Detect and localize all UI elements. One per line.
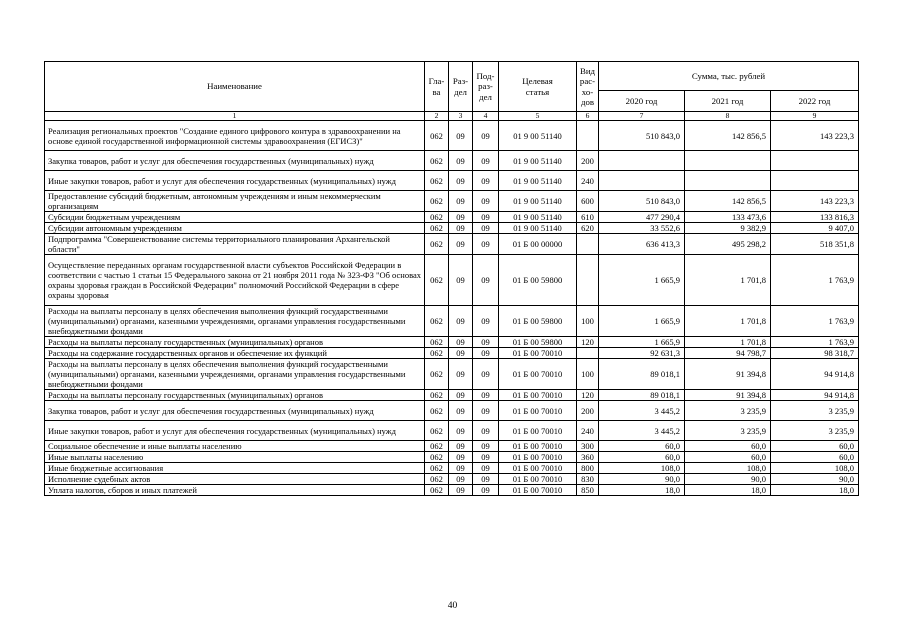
row-name: Иные закупки товаров, работ и услуг для обеспечения государственных (муниципальных) нужд	[45, 171, 425, 191]
page-number: 40	[447, 601, 458, 611]
row-razdel: 09	[449, 463, 473, 474]
row-razdel: 09	[449, 390, 473, 401]
row-target: 01 9 00 51140	[499, 223, 577, 234]
row-vid: 240	[577, 421, 599, 441]
budget-table-page	[44, 61, 858, 496]
row-target: 01 Б 00 70010	[499, 485, 577, 496]
row-target: 01 Б 00 70010	[499, 401, 577, 421]
row-razdel: 09	[449, 485, 473, 496]
row-value-2022: 143 223,3	[771, 191, 859, 212]
table-row	[45, 390, 859, 401]
row-podrazdel: 09	[473, 421, 499, 441]
header-razdel: Раз- дел	[449, 62, 473, 112]
row-podrazdel: 09	[473, 452, 499, 463]
row-target: 01 Б 00 59800	[499, 306, 577, 337]
row-value-2020: 92 631,3	[599, 348, 685, 359]
row-value-2020: 60,0	[599, 441, 685, 452]
row-value-2020	[599, 171, 685, 191]
table-row	[45, 171, 859, 191]
row-podrazdel: 09	[473, 191, 499, 212]
column-number: 7	[599, 112, 685, 121]
row-target: 01 Б 00 70010	[499, 474, 577, 485]
header-year-2021: 2021 год	[685, 91, 771, 112]
row-glava: 062	[425, 191, 449, 212]
row-value-2020: 89 018,1	[599, 359, 685, 390]
table-row	[45, 255, 859, 306]
row-glava: 062	[425, 421, 449, 441]
row-vid: 360	[577, 452, 599, 463]
header-vid: Вид рас- хо- дов	[577, 62, 599, 112]
row-podrazdel: 09	[473, 474, 499, 485]
row-name: Закупка товаров, работ и услуг для обеспечения государственных (муниципальных) нужд	[45, 401, 425, 421]
row-glava: 062	[425, 390, 449, 401]
row-value-2021: 94 798,7	[685, 348, 771, 359]
row-value-2022	[771, 151, 859, 171]
row-target: 01 9 00 51140	[499, 151, 577, 171]
row-podrazdel: 09	[473, 359, 499, 390]
row-glava: 062	[425, 212, 449, 223]
row-vid: 300	[577, 441, 599, 452]
row-vid	[577, 121, 599, 151]
row-value-2021: 142 856,5	[685, 191, 771, 212]
row-value-2021	[685, 151, 771, 171]
row-vid: 800	[577, 463, 599, 474]
budget-table	[44, 61, 859, 496]
header-year-2022: 2022 год	[771, 91, 859, 112]
header-glava: Гла- ва	[425, 62, 449, 112]
row-value-2022: 60,0	[771, 452, 859, 463]
row-podrazdel: 09	[473, 212, 499, 223]
row-vid: 600	[577, 191, 599, 212]
row-glava: 062	[425, 401, 449, 421]
row-value-2020	[599, 151, 685, 171]
row-podrazdel: 09	[473, 306, 499, 337]
table-row	[45, 452, 859, 463]
row-value-2022: 518 351,8	[771, 234, 859, 255]
row-razdel: 09	[449, 234, 473, 255]
row-vid: 610	[577, 212, 599, 223]
column-number: 1	[45, 112, 425, 121]
row-value-2022	[771, 171, 859, 191]
row-value-2022: 1 763,9	[771, 306, 859, 337]
row-name: Иные бюджетные ассигнования	[45, 463, 425, 474]
column-number: 8	[685, 112, 771, 121]
table-row	[45, 401, 859, 421]
row-glava: 062	[425, 121, 449, 151]
row-value-2020: 3 445,2	[599, 401, 685, 421]
column-number: 3	[449, 112, 473, 121]
row-glava: 062	[425, 348, 449, 359]
row-value-2021: 1 701,8	[685, 337, 771, 348]
table-row	[45, 121, 859, 151]
row-glava: 062	[425, 255, 449, 306]
row-razdel: 09	[449, 359, 473, 390]
row-razdel: 09	[449, 337, 473, 348]
row-name: Субсидии бюджетным учреждениям	[45, 212, 425, 223]
table-row	[45, 223, 859, 234]
row-name: Уплата налогов, сборов и иных платежей	[45, 485, 425, 496]
row-glava: 062	[425, 441, 449, 452]
row-glava: 062	[425, 452, 449, 463]
row-value-2020: 1 665,9	[599, 306, 685, 337]
row-vid: 620	[577, 223, 599, 234]
row-razdel: 09	[449, 223, 473, 234]
row-name: Подпрограмма "Совершенствование системы территориального планирования Архангельской области"	[45, 234, 425, 255]
row-name: Осуществление переданных органам государственной власти субъектов Российской Федерации в соответствии с частью 1 статьи 15 Федерального закона от 21 ноября 2011 года № 323-ФЗ "Об основах охраны здоровья граждан в Российской Федерации" полномочий Российской Федерации в сфере охраны здоровья	[45, 255, 425, 306]
row-value-2022: 18,0	[771, 485, 859, 496]
row-vid: 200	[577, 401, 599, 421]
row-vid: 830	[577, 474, 599, 485]
row-value-2021: 18,0	[685, 485, 771, 496]
row-target: 01 Б 00 70010	[499, 441, 577, 452]
row-name: Расходы на выплаты персоналу государственных (муниципальных) органов	[45, 390, 425, 401]
row-name: Социальное обеспечение и иные выплаты населению	[45, 441, 425, 452]
row-name: Исполнение судебных актов	[45, 474, 425, 485]
row-value-2020: 90,0	[599, 474, 685, 485]
row-value-2020: 1 665,9	[599, 337, 685, 348]
row-value-2020: 636 413,3	[599, 234, 685, 255]
table-row	[45, 234, 859, 255]
row-vid	[577, 234, 599, 255]
row-vid	[577, 348, 599, 359]
row-name: Реализация региональных проектов "Создание единого цифрового контура в здравоохранении на основе единой государственной информационной системы здравоохранения (ЕГИСЗ)"	[45, 121, 425, 151]
header-year-2020: 2020 год	[599, 91, 685, 112]
row-value-2020: 60,0	[599, 452, 685, 463]
row-target: 01 Б 00 70010	[499, 463, 577, 474]
row-target: 01 Б 00 70010	[499, 421, 577, 441]
row-value-2022: 1 763,9	[771, 255, 859, 306]
row-target: 01 Б 00 59800	[499, 255, 577, 306]
row-value-2020: 1 665,9	[599, 255, 685, 306]
row-glava: 062	[425, 337, 449, 348]
row-vid: 120	[577, 337, 599, 348]
row-target: 01 9 00 51140	[499, 171, 577, 191]
row-value-2022: 94 914,8	[771, 359, 859, 390]
table-row	[45, 359, 859, 390]
row-value-2021: 3 235,9	[685, 421, 771, 441]
row-podrazdel: 09	[473, 121, 499, 151]
row-value-2022: 133 816,3	[771, 212, 859, 223]
row-value-2021: 60,0	[685, 452, 771, 463]
row-razdel: 09	[449, 255, 473, 306]
row-target: 01 9 00 51140	[499, 121, 577, 151]
row-target: 01 Б 00 70010	[499, 359, 577, 390]
row-glava: 062	[425, 474, 449, 485]
row-podrazdel: 09	[473, 171, 499, 191]
row-value-2021: 60,0	[685, 441, 771, 452]
column-number: 9	[771, 112, 859, 121]
table-row	[45, 151, 859, 171]
row-razdel: 09	[449, 452, 473, 463]
row-razdel: 09	[449, 421, 473, 441]
row-vid	[577, 255, 599, 306]
row-vid: 120	[577, 390, 599, 401]
table-row	[45, 306, 859, 337]
table-row	[45, 421, 859, 441]
row-glava: 062	[425, 306, 449, 337]
row-value-2021	[685, 171, 771, 191]
row-value-2020: 510 843,0	[599, 121, 685, 151]
table-row	[45, 441, 859, 452]
row-razdel: 09	[449, 474, 473, 485]
table-row	[45, 485, 859, 496]
row-name: Иные закупки товаров, работ и услуг для обеспечения государственных (муниципальных) нужд	[45, 421, 425, 441]
row-podrazdel: 09	[473, 441, 499, 452]
row-glava: 062	[425, 223, 449, 234]
table-row	[45, 212, 859, 223]
table-row	[45, 337, 859, 348]
row-target: 01 9 00 51140	[499, 212, 577, 223]
row-value-2021: 495 298,2	[685, 234, 771, 255]
row-value-2022: 90,0	[771, 474, 859, 485]
row-vid: 100	[577, 306, 599, 337]
row-value-2021: 9 382,9	[685, 223, 771, 234]
row-name: Расходы на содержание государственных органов и обеспечение их функций	[45, 348, 425, 359]
row-value-2022: 98 318,7	[771, 348, 859, 359]
row-value-2021: 142 856,5	[685, 121, 771, 151]
table-row	[45, 474, 859, 485]
row-razdel: 09	[449, 171, 473, 191]
row-value-2022: 60,0	[771, 441, 859, 452]
column-number: 5	[499, 112, 577, 121]
row-podrazdel: 09	[473, 151, 499, 171]
row-value-2022: 3 235,9	[771, 401, 859, 421]
row-podrazdel: 09	[473, 223, 499, 234]
row-value-2021: 90,0	[685, 474, 771, 485]
row-value-2020: 18,0	[599, 485, 685, 496]
row-name: Закупка товаров, работ и услуг для обеспечения государственных (муниципальных) нужд	[45, 151, 425, 171]
row-target: 01 Б 00 00000	[499, 234, 577, 255]
column-number-row	[45, 112, 859, 121]
header-podrazdel: Под- раз- дел	[473, 62, 499, 112]
row-value-2020: 3 445,2	[599, 421, 685, 441]
row-value-2022: 1 763,9	[771, 337, 859, 348]
row-podrazdel: 09	[473, 401, 499, 421]
row-value-2020: 477 290,4	[599, 212, 685, 223]
row-value-2022: 3 235,9	[771, 421, 859, 441]
column-number: 6	[577, 112, 599, 121]
row-podrazdel: 09	[473, 234, 499, 255]
row-target: 01 9 00 51140	[499, 191, 577, 212]
row-value-2020: 89 018,1	[599, 390, 685, 401]
row-podrazdel: 09	[473, 485, 499, 496]
row-target: 01 Б 00 59800	[499, 337, 577, 348]
row-razdel: 09	[449, 151, 473, 171]
row-podrazdel: 09	[473, 348, 499, 359]
row-razdel: 09	[449, 441, 473, 452]
row-name: Предоставление субсидий бюджетным, автономным учреждениям и иным некоммерческим организациям	[45, 191, 425, 212]
row-value-2021: 3 235,9	[685, 401, 771, 421]
table-row	[45, 191, 859, 212]
row-target: 01 Б 00 70010	[499, 348, 577, 359]
row-razdel: 09	[449, 121, 473, 151]
row-value-2020: 108,0	[599, 463, 685, 474]
row-value-2022: 108,0	[771, 463, 859, 474]
row-value-2020: 33 552,6	[599, 223, 685, 234]
row-razdel: 09	[449, 191, 473, 212]
row-value-2021: 91 394,8	[685, 359, 771, 390]
row-value-2021: 91 394,8	[685, 390, 771, 401]
row-glava: 062	[425, 485, 449, 496]
column-number: 2	[425, 112, 449, 121]
row-value-2022: 143 223,3	[771, 121, 859, 151]
row-value-2021: 133 473,6	[685, 212, 771, 223]
header-name: Наименование	[45, 62, 425, 112]
row-glava: 062	[425, 463, 449, 474]
row-name: Субсидии автономным учреждениям	[45, 223, 425, 234]
row-razdel: 09	[449, 348, 473, 359]
row-razdel: 09	[449, 212, 473, 223]
row-vid: 850	[577, 485, 599, 496]
row-name: Иные выплаты населению	[45, 452, 425, 463]
row-glava: 062	[425, 151, 449, 171]
row-target: 01 Б 00 70010	[499, 390, 577, 401]
table-row	[45, 348, 859, 359]
row-value-2022: 94 914,8	[771, 390, 859, 401]
row-value-2022: 9 407,0	[771, 223, 859, 234]
row-name: Расходы на выплаты персоналу в целях обеспечения выполнения функций государственными (муниципальными) органами, казенными учреждениями, органами управления государственными внебюджетными фондами	[45, 359, 425, 390]
row-value-2020: 510 843,0	[599, 191, 685, 212]
row-vid: 100	[577, 359, 599, 390]
row-podrazdel: 09	[473, 390, 499, 401]
row-value-2021: 1 701,8	[685, 306, 771, 337]
row-podrazdel: 09	[473, 337, 499, 348]
column-number: 4	[473, 112, 499, 121]
table-body	[45, 121, 859, 496]
row-razdel: 09	[449, 401, 473, 421]
row-value-2021: 108,0	[685, 463, 771, 474]
row-name: Расходы на выплаты персоналу в целях обеспечения выполнения функций государственными (муниципальными) органами, казенными учреждениями, органами управления государственными внебюджетными фондами	[45, 306, 425, 337]
row-target: 01 Б 00 70010	[499, 452, 577, 463]
row-glava: 062	[425, 171, 449, 191]
row-name: Расходы на выплаты персоналу государственных (муниципальных) органов	[45, 337, 425, 348]
row-razdel: 09	[449, 306, 473, 337]
table-row	[45, 463, 859, 474]
row-value-2021: 1 701,8	[685, 255, 771, 306]
row-vid: 240	[577, 171, 599, 191]
row-glava: 062	[425, 234, 449, 255]
header-target: Целевая статья	[499, 62, 577, 112]
row-vid: 200	[577, 151, 599, 171]
header-sum-group: Сумма, тыс. рублей	[599, 62, 859, 91]
row-podrazdel: 09	[473, 463, 499, 474]
row-podrazdel: 09	[473, 255, 499, 306]
row-glava: 062	[425, 359, 449, 390]
